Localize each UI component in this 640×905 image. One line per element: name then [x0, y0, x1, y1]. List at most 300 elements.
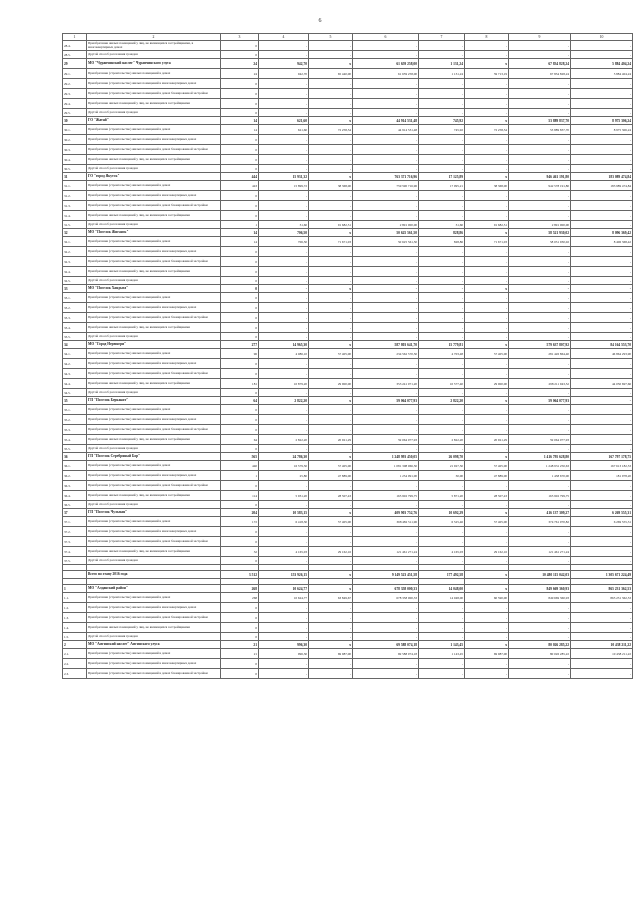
row-number-cell: 36.1.	[63, 461, 87, 471]
value-cell: -	[419, 51, 465, 59]
value-cell: 0	[221, 155, 259, 165]
value-cell: -	[259, 623, 309, 633]
row-number-cell: 34.1.	[63, 349, 87, 359]
value-cell: -	[571, 405, 633, 415]
row-number-cell	[63, 571, 87, 579]
value-cell: 0	[221, 501, 259, 509]
value-cell: -	[571, 221, 633, 229]
description-cell: Приобретение (строительство) жилых помещений в домах блокированной застройки	[87, 369, 221, 379]
value-cell: 29 162,16	[465, 547, 509, 557]
value-cell: -	[353, 425, 419, 435]
description-cell: Другой способ расселения граждан	[87, 633, 221, 641]
value-cell: 20 921,29	[309, 435, 353, 445]
table-row	[63, 389, 633, 397]
value-cell: 46 864 293,90	[571, 349, 633, 359]
value-cell: -	[571, 537, 633, 547]
value-cell: 38 368,00	[465, 181, 509, 191]
value-cell: 32	[221, 547, 259, 557]
value-cell: x	[309, 641, 353, 649]
description-cell: Приобретение (строительство) жилых помещений в домах блокированной застройки	[87, 669, 221, 679]
value-cell: x	[309, 571, 353, 579]
value-cell: 946 461 191,80	[509, 173, 571, 181]
value-cell: 0	[221, 285, 259, 293]
row-number-cell: 33	[63, 285, 87, 293]
value-cell: -	[465, 445, 509, 453]
value-cell: x	[309, 173, 353, 181]
value-cell: 14 965,30	[259, 341, 309, 349]
value-cell: 30,00	[419, 471, 465, 481]
value-cell: -	[509, 145, 571, 155]
value-cell: -	[353, 313, 419, 323]
table-row	[63, 191, 633, 201]
value-cell: -	[259, 633, 309, 641]
value-cell: -	[309, 313, 353, 323]
value-cell: -	[465, 389, 509, 397]
value-cell: 0	[221, 145, 259, 155]
row-number-cell: 1.4.	[63, 623, 87, 633]
value-cell: -	[353, 323, 419, 333]
value-cell: 942 578 191,80	[509, 181, 571, 191]
value-cell: -	[353, 145, 419, 155]
value-cell: 59 064 077,93	[509, 435, 571, 445]
value-cell: -	[571, 313, 633, 323]
value-cell: -	[419, 89, 465, 99]
value-cell: -	[419, 425, 465, 435]
value-cell: -	[353, 285, 419, 293]
value-cell: 1	[221, 471, 259, 481]
value-cell: -	[419, 481, 465, 491]
value-cell: -	[353, 211, 419, 221]
value-cell: -	[571, 491, 633, 501]
value-cell: 10 879,20	[259, 379, 309, 389]
description-cell: Приобретение (строительство) жилых помещений в домах	[87, 349, 221, 359]
value-cell: 72 258,54	[465, 125, 509, 135]
table-row	[63, 211, 633, 221]
value-cell: 0	[221, 333, 259, 341]
row-number-cell: 36.4.	[63, 491, 87, 501]
row-number-cell: 35.1.	[63, 405, 87, 415]
value-cell: -	[309, 191, 353, 201]
value-cell: 5 884 404,24	[571, 69, 633, 79]
value-cell: -	[465, 155, 509, 165]
description-cell: Приобретение (строительство) жилых помещений в домах блокированной застройки	[87, 313, 221, 323]
value-cell: 10 480 115 042,03	[509, 571, 571, 579]
value-cell: -	[571, 527, 633, 537]
table-row	[63, 453, 633, 461]
value-cell: -	[353, 165, 419, 173]
row-number-cell: 30.2.	[63, 135, 87, 145]
value-cell: x	[465, 585, 509, 593]
value-cell: 59 064 077,93	[353, 435, 419, 445]
value-cell: -	[259, 369, 309, 379]
value-cell: -	[419, 623, 465, 633]
value-cell: 57 405,00	[309, 517, 353, 527]
resettlement-table	[62, 33, 633, 679]
value-cell: 1 131,24	[419, 59, 465, 69]
value-cell: -	[259, 79, 309, 89]
value-cell: -	[509, 415, 571, 425]
value-cell: -	[571, 425, 633, 435]
value-cell: -	[571, 51, 633, 59]
description-cell: Другой способ расселения граждан	[87, 109, 221, 117]
value-cell: 0	[221, 257, 259, 267]
row-number-cell: 1.3.	[63, 613, 87, 623]
value-cell: -	[419, 257, 465, 267]
row-number-cell: 32.4.	[63, 267, 87, 277]
value-cell: -	[419, 247, 465, 257]
value-cell: 91 682,51	[465, 221, 509, 229]
value-cell: 2 822,20	[419, 397, 465, 405]
row-number-cell: 30.4.	[63, 155, 87, 165]
table-row	[63, 277, 633, 285]
value-cell: -	[259, 277, 309, 285]
row-number-cell: 1.5.	[63, 633, 87, 641]
row-number-cell: 30.1.	[63, 125, 87, 135]
value-cell: 0	[221, 277, 259, 285]
description-cell: Приобретение (строительство) жилых помещений в многоквартирных домах	[87, 659, 221, 669]
description-cell: Приобретение (строительство) жилых помещений в домах блокированной застройки	[87, 613, 221, 623]
value-cell: -	[259, 41, 309, 51]
value-cell: -	[309, 155, 353, 165]
column-header: 3	[221, 34, 259, 41]
table-row	[63, 155, 633, 165]
value-cell: -	[353, 389, 419, 397]
value-cell: -	[419, 285, 465, 293]
row-number-cell: 29.5.	[63, 109, 87, 117]
description-cell: МО "Амгинский наслег" Амгинского улуса	[87, 641, 221, 649]
value-cell: -	[509, 303, 571, 313]
value-cell: 59 064 077,93	[353, 397, 419, 405]
value-cell: -	[309, 109, 353, 117]
value-cell: -	[571, 257, 633, 267]
table-row	[63, 173, 633, 181]
value-cell: 64	[221, 435, 259, 445]
value-cell: 0	[221, 623, 259, 633]
description-cell: Другой способ расселения граждан	[87, 501, 221, 509]
value-cell: -	[419, 527, 465, 537]
table-row	[63, 237, 633, 247]
row-number-cell: 33.5.	[63, 333, 87, 341]
value-cell: 2 891 000,00	[509, 221, 571, 229]
value-cell: 57 405,00	[465, 349, 509, 359]
row-number-cell: 2.3.	[63, 669, 87, 679]
value-cell: -	[259, 613, 309, 623]
value-cell: -	[465, 603, 509, 613]
value-cell: 0	[221, 41, 259, 51]
value-cell: 409 903 752,76	[353, 509, 419, 517]
value-cell: -	[309, 613, 353, 623]
value-cell: -	[259, 135, 309, 145]
value-cell: 865 231 362,53	[571, 593, 633, 603]
description-cell: Другой способ расселения граждан	[87, 51, 221, 59]
table-row	[63, 59, 633, 69]
value-cell: 440	[221, 461, 259, 471]
value-cell: -	[419, 201, 465, 211]
description-cell: ГО "город Якутск"	[87, 173, 221, 181]
value-cell: 24 786,30	[259, 453, 309, 461]
value-cell: -	[309, 201, 353, 211]
value-cell: -	[353, 659, 419, 669]
description-cell: Приобретение (строительство) жилых помещений в домах	[87, 125, 221, 135]
value-cell: -	[465, 527, 509, 537]
description-cell: Приобретение (строительство) жилых помещений в многоквартирных домах	[87, 135, 221, 145]
value-cell: 14	[221, 117, 259, 125]
row-number-cell: 35.5.	[63, 445, 87, 453]
value-cell: -	[509, 99, 571, 109]
value-cell: 53 889 837,70	[509, 117, 571, 125]
value-cell: -	[419, 557, 465, 565]
table-row	[63, 571, 633, 579]
value-cell: 0	[221, 109, 259, 117]
table-row	[63, 99, 633, 109]
value-cell: 374 761 070,82	[509, 517, 571, 527]
value-cell: -	[419, 389, 465, 397]
value-cell: -	[353, 99, 419, 109]
row-number-cell: 1	[63, 585, 87, 593]
value-cell: -	[309, 247, 353, 257]
value-cell: 0	[221, 165, 259, 173]
value-cell: 204	[221, 509, 259, 517]
row-number-cell: 29.3.	[63, 89, 87, 99]
value-cell: 21 927,50	[419, 461, 465, 471]
table-row	[63, 537, 633, 547]
row-number-cell: 33.1.	[63, 293, 87, 303]
value-cell: -	[259, 481, 309, 491]
value-cell: -	[353, 405, 419, 415]
description-cell: МО "Поселок Жиганск"	[87, 229, 221, 237]
row-number-cell: 2.1.	[63, 649, 87, 659]
value-cell: -	[309, 165, 353, 173]
value-cell: -	[571, 633, 633, 641]
value-cell: 50 625 561,50	[353, 237, 419, 247]
value-cell: 8 406 368,42	[571, 237, 633, 247]
value-cell: -	[509, 155, 571, 165]
value-cell: x	[465, 117, 509, 125]
row-number-cell: 33.3.	[63, 313, 87, 323]
value-cell: -	[509, 389, 571, 397]
value-cell: 6 525,46	[419, 517, 465, 527]
value-cell: 828,86	[419, 229, 465, 237]
table-row	[63, 267, 633, 277]
value-cell: 69 987,00	[465, 649, 509, 659]
value-cell: -	[259, 445, 309, 453]
value-cell: 4 165,03	[259, 547, 309, 557]
description-cell: Другой способ расселения граждан	[87, 165, 221, 173]
value-cell: 10 438 211,22	[571, 641, 633, 649]
value-cell: -	[465, 89, 509, 99]
table-row	[63, 333, 633, 341]
description-cell: МО "Город Нерюнгри"	[87, 341, 221, 349]
value-cell: 849 669 360,93	[509, 593, 571, 603]
value-cell: 71 671,03	[309, 237, 353, 247]
row-number-cell: 29.4.	[63, 99, 87, 109]
table-row	[63, 481, 633, 491]
table-row	[63, 471, 633, 481]
row-number-cell: 35.4.	[63, 435, 87, 445]
value-cell: 1 416 795 628,80	[509, 453, 571, 461]
value-cell: 1 305 671 224,49	[571, 571, 633, 579]
value-cell: 0	[221, 557, 259, 565]
row-number-cell: 33.4.	[63, 323, 87, 333]
value-cell: -	[509, 613, 571, 623]
value-cell: -	[509, 323, 571, 333]
value-cell: -	[309, 277, 353, 285]
value-cell: x	[465, 341, 509, 349]
value-cell: -	[419, 445, 465, 453]
value-cell: 14	[221, 229, 259, 237]
value-cell: -	[259, 89, 309, 99]
row-number-cell: 28.5.	[63, 51, 87, 59]
value-cell: -	[309, 425, 353, 435]
description-cell: Другой способ расселения граждан	[87, 389, 221, 397]
value-cell: -	[465, 633, 509, 641]
value-cell: x	[465, 453, 509, 461]
description-cell: МО "Поселок Хандыга"	[87, 285, 221, 293]
value-cell: 25,80	[259, 471, 309, 481]
column-header: 9	[509, 34, 571, 41]
column-header: 8	[465, 34, 509, 41]
description-cell: Приобретение (строительство) жилых помещений в домах	[87, 405, 221, 415]
value-cell: -	[419, 659, 465, 669]
value-cell: -	[309, 303, 353, 313]
description-cell: Приобретение (строительство) жилых помещений в многоквартирных домах	[87, 191, 221, 201]
row-number-cell: 36.2.	[63, 471, 87, 481]
value-cell: -	[309, 389, 353, 397]
value-cell: -	[509, 135, 571, 145]
table-row	[63, 633, 633, 641]
column-header: 10	[571, 34, 633, 41]
value-cell: -	[509, 89, 571, 99]
value-cell: -	[465, 613, 509, 623]
value-cell: -	[259, 501, 309, 509]
value-cell: 63 849,67	[309, 593, 353, 603]
row-number-cell: 29.1.	[63, 69, 87, 79]
row-number-cell: 29.2.	[63, 79, 87, 89]
value-cell: -	[419, 415, 465, 425]
description-cell: Приобретение (строительство) жилых помещений в многоквартирных домах	[87, 415, 221, 425]
value-cell: -	[509, 313, 571, 323]
value-cell: x	[309, 117, 353, 125]
value-cell: x	[465, 397, 509, 405]
description-cell: Приобретение (строительство) жилых помещений в домах	[87, 649, 221, 659]
value-cell: x	[465, 285, 509, 293]
table-row	[63, 79, 633, 89]
value-cell: -	[309, 257, 353, 267]
value-cell: -	[353, 613, 419, 623]
value-cell: -	[509, 211, 571, 221]
table-row	[63, 425, 633, 435]
value-cell: -	[353, 557, 419, 565]
value-cell: -	[465, 303, 509, 313]
description-cell: Приобретение (строительство) жилых помещений в домах блокированной застройки	[87, 481, 221, 491]
value-cell: -	[509, 669, 571, 679]
value-cell: -	[309, 659, 353, 669]
description-cell: Приобретение жилых помещений у лиц, не являющихся застройщиками	[87, 379, 221, 389]
value-cell: 706,50	[259, 229, 309, 237]
value-cell: 17 095,21	[419, 181, 465, 191]
value-cell: 444	[221, 173, 259, 181]
table-row	[63, 509, 633, 517]
value-cell: -	[309, 135, 353, 145]
value-cell: 1 131,24	[419, 69, 465, 79]
value-cell: 44 914 531,48	[353, 117, 419, 125]
value-cell: 57 405,00	[309, 461, 353, 471]
value-cell: -	[571, 435, 633, 445]
value-cell: -	[353, 257, 419, 267]
value-cell: 849 669 360,93	[509, 585, 571, 593]
value-cell: 865 231 362,53	[571, 585, 633, 593]
table-row	[63, 69, 633, 79]
value-cell: -	[259, 211, 309, 221]
value-cell: -	[509, 109, 571, 117]
value-cell: 14	[221, 125, 259, 135]
value-cell: -	[509, 257, 571, 267]
table-row	[63, 491, 633, 501]
value-cell: 29 900,00	[309, 379, 353, 389]
row-number-cell: 34.5.	[63, 389, 87, 397]
value-cell: 15 899,72	[259, 181, 309, 191]
description-cell: ГП "Поселок Серебряный Бор"	[87, 453, 221, 461]
value-cell: -	[259, 603, 309, 613]
table-row	[63, 593, 633, 603]
value-cell: -	[509, 247, 571, 257]
description-cell: Приобретение жилых помещений у лиц, не являющихся застройщиками	[87, 623, 221, 633]
value-cell: 80 026 285,22	[509, 641, 571, 649]
value-cell: -	[509, 51, 571, 59]
value-cell: 8 975 306,24	[571, 117, 633, 125]
value-cell: 16 579,50	[259, 461, 309, 471]
value-cell: -	[419, 99, 465, 109]
value-cell: 10 624,77	[259, 585, 309, 593]
row-number-cell: 28.4.	[63, 41, 87, 51]
description-cell: Приобретение (строительство) жилых помещений в домах блокированной застройки	[87, 257, 221, 267]
value-cell: 121 461 271,24	[353, 547, 419, 557]
value-cell: 167 797 178,75	[571, 453, 633, 461]
value-cell: -	[465, 191, 509, 201]
description-cell: Приобретение (строительство) жилых помещений в домах	[87, 461, 221, 471]
description-cell: Приобретение (строительство) жилых помещений в многоквартирных домах	[87, 303, 221, 313]
value-cell: 14 048,00	[419, 593, 465, 603]
value-cell: -	[571, 41, 633, 51]
description-cell: ГП "Поселок Беркакит"	[87, 397, 221, 405]
value-cell: -	[571, 603, 633, 613]
value-cell: -	[465, 359, 509, 369]
table-row	[63, 221, 633, 229]
value-cell: 1 248 931 250,63	[509, 461, 571, 471]
description-cell: Приобретение жилых помещений у лиц, не являющихся застройщиками	[87, 547, 221, 557]
value-cell: -	[259, 333, 309, 341]
value-cell: -	[353, 89, 419, 99]
value-cell: -	[259, 389, 309, 397]
value-cell: 60 590,00	[465, 593, 509, 603]
row-number-cell: 1.2.	[63, 603, 87, 613]
value-cell: 763 371 716,96	[353, 173, 419, 181]
description-cell: Приобретение (строительство) жилых помещений в домах	[87, 181, 221, 191]
value-cell: -	[309, 333, 353, 341]
table-row	[63, 435, 633, 445]
value-cell: -	[353, 155, 419, 165]
value-cell: x	[465, 509, 509, 517]
description-cell: Приобретение жилых помещений у лиц, не являющихся застройщиками	[87, 155, 221, 165]
value-cell: 0	[221, 633, 259, 641]
description-cell: Приобретение (строительство) жилых помещений в домах блокированной застройки	[87, 425, 221, 435]
value-cell: -	[259, 415, 309, 425]
value-cell: -	[571, 369, 633, 379]
value-cell: -	[509, 425, 571, 435]
value-cell: -	[465, 557, 509, 565]
value-cell: 0	[221, 527, 259, 537]
value-cell: 1 438 670,00	[509, 471, 571, 481]
